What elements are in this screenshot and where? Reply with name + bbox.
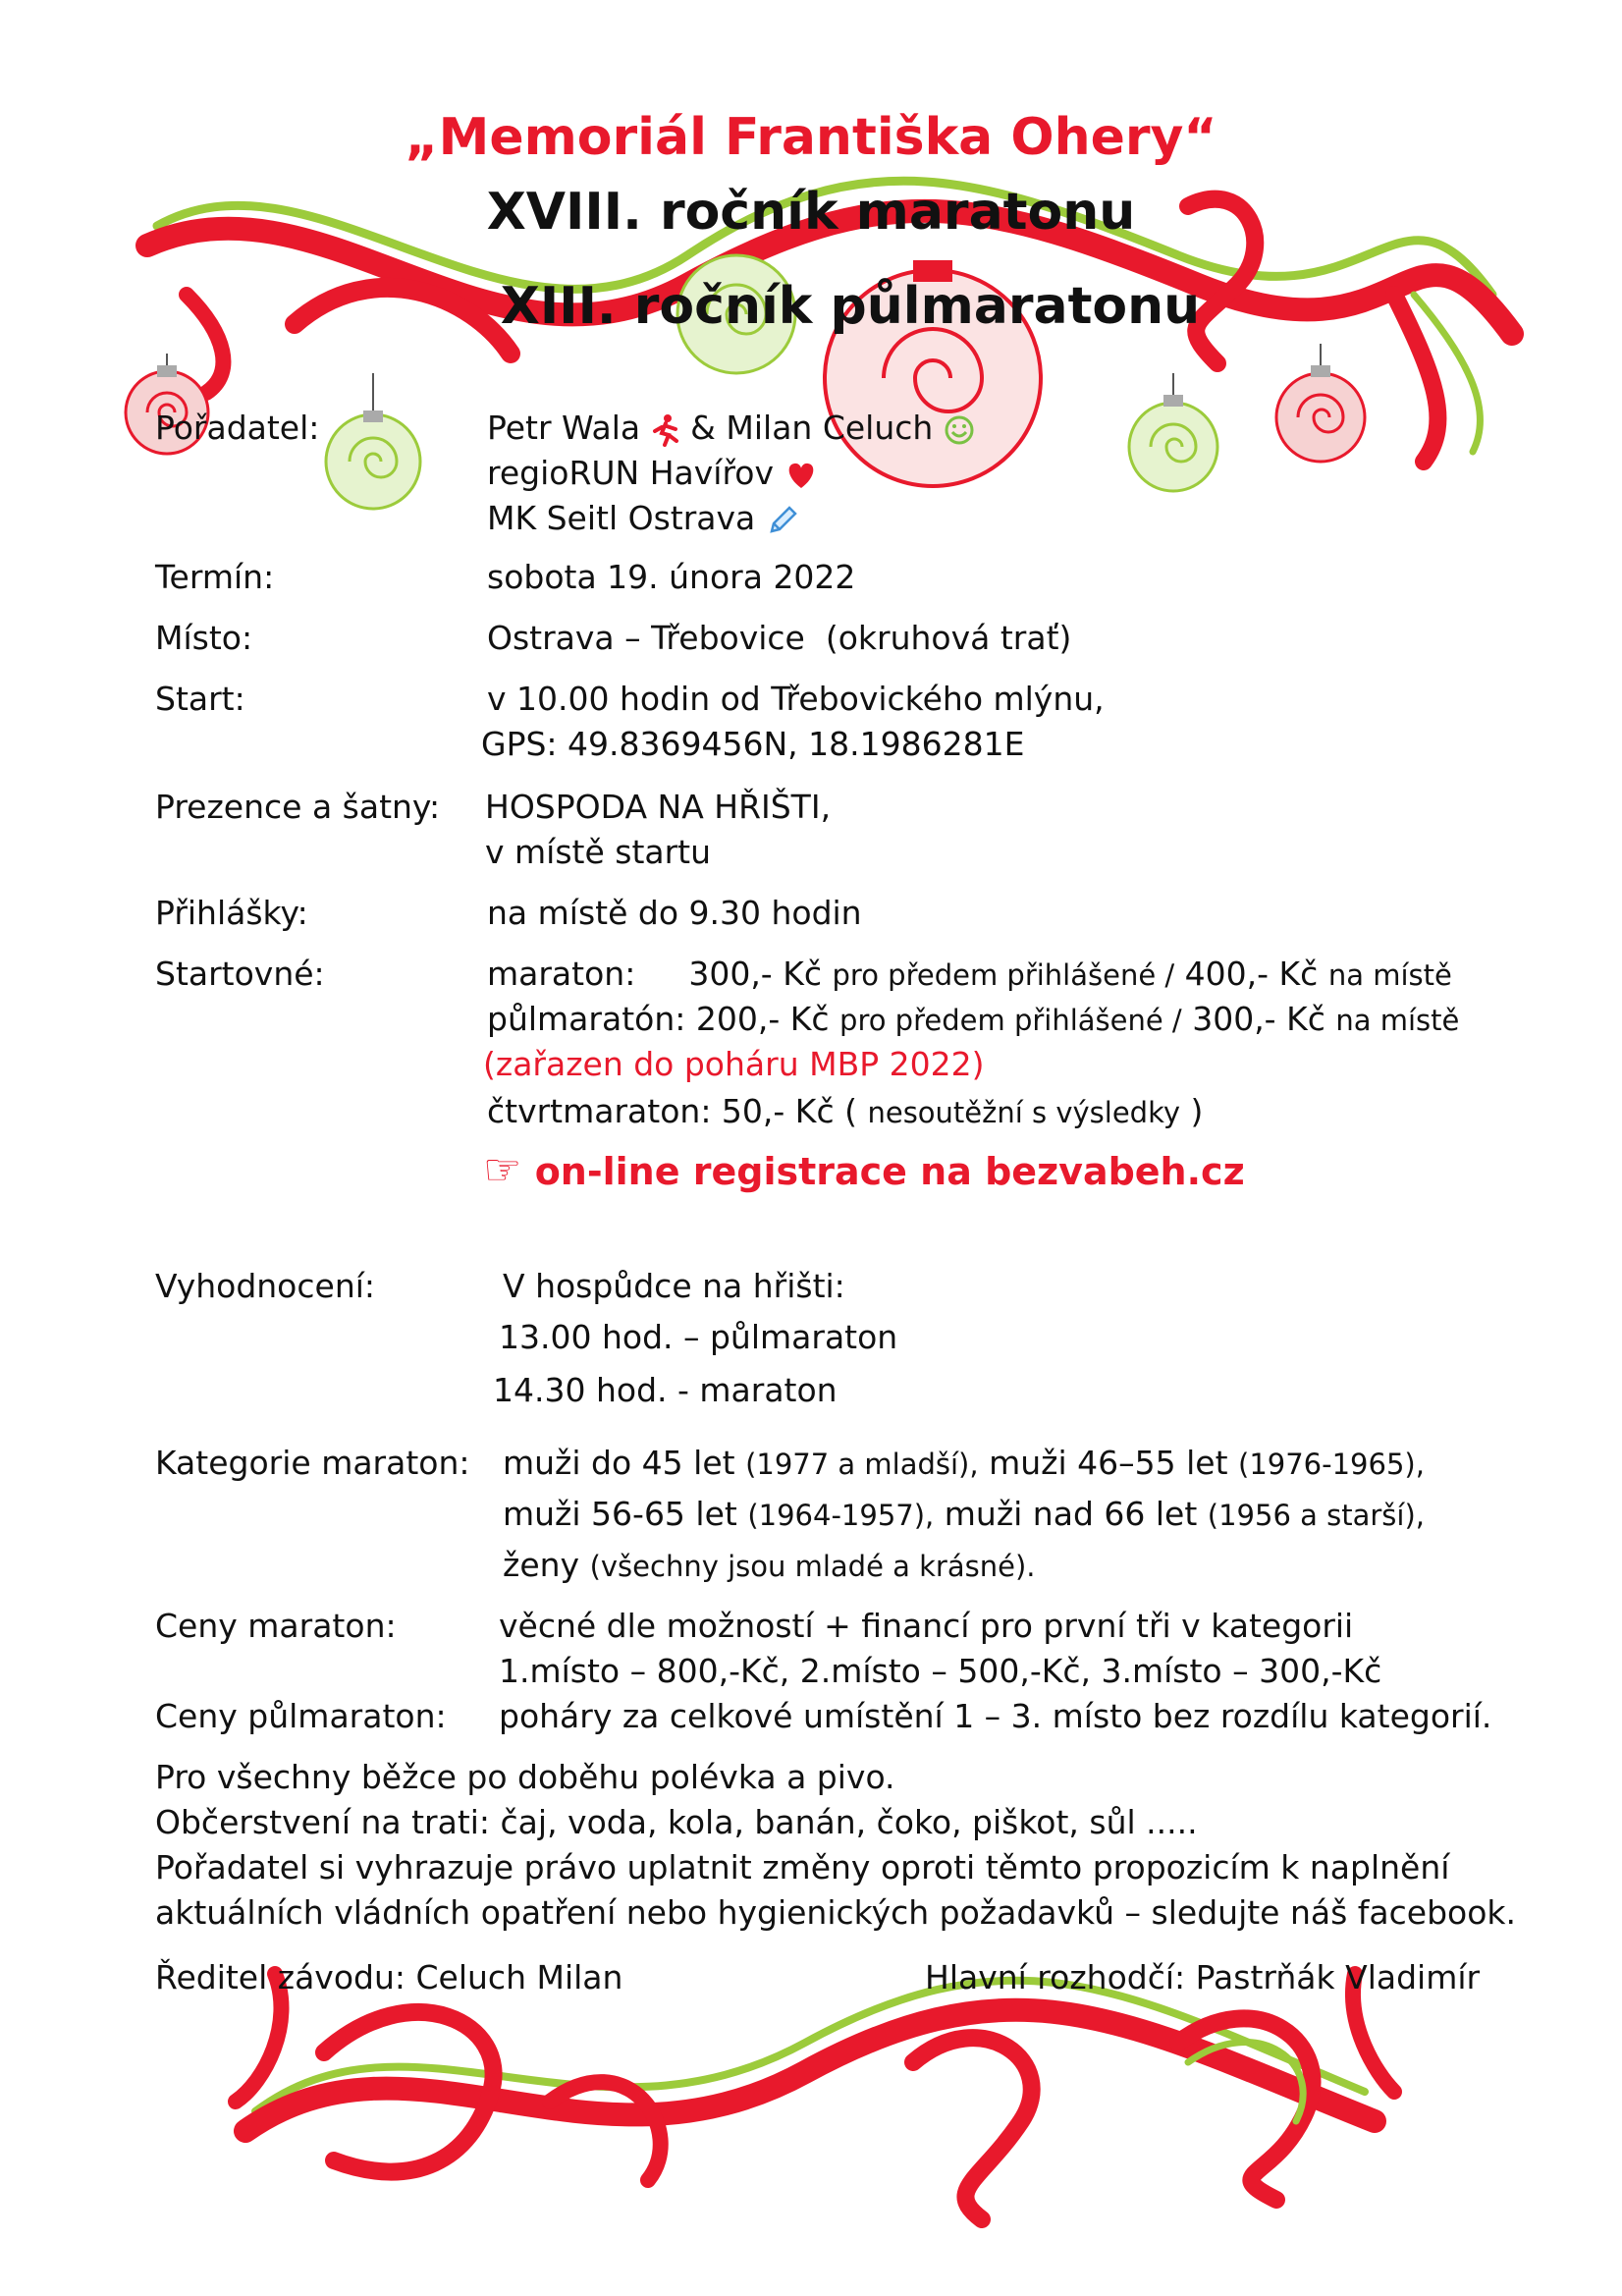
organizer-line2: [487, 454, 818, 493]
runner-icon: [651, 413, 680, 447]
category-men-56-65: muži 56-65 let: [503, 1495, 737, 1533]
category-men-under-45-years: (1977 a mladší),: [745, 1448, 979, 1481]
date-label: Termín:: [155, 558, 275, 596]
organizer-club2: MK Seitl Ostrava: [487, 499, 756, 537]
organizer-label: Pořadatel:: [155, 409, 320, 447]
prizes-line1: věcné dle možností + financí pro první tři v kategorii: [499, 1607, 1354, 1645]
organizer-club1: regioRUN Havířov: [487, 454, 775, 492]
prizes-label: Ceny maraton:: [155, 1607, 397, 1645]
fee-marathon-name: maraton:: [487, 955, 636, 993]
note-refreshments: Občerstvení na trati: čaj, voda, kola, banán, čoko, piškot, sůl .....: [155, 1803, 1198, 1841]
event-title: „Memoriál Františka Ohery“: [405, 108, 1217, 167]
smiley-icon: [944, 414, 975, 446]
race-director: Ředitel závodu: Celuch Milan: [155, 1958, 623, 1996]
fee-marathon: [487, 955, 1452, 995]
fee-quarter-close: ): [1190, 1092, 1204, 1130]
categories-line3: [503, 1546, 1035, 1586]
organizer-person1: Petr Wala: [487, 409, 641, 447]
half-marathon-edition: XIII. ročník půlmaratonu: [500, 277, 1201, 336]
presence-location: v místě startu: [485, 833, 712, 871]
place-value: Ostrava – Třebovice (okruhová trať): [487, 619, 1072, 657]
category-men-over-66-years: (1956 a starší),: [1207, 1499, 1425, 1532]
fee-half-onsite: 300,- Kč: [1192, 1000, 1325, 1038]
categories-line1: [503, 1444, 1425, 1484]
cup-note: (zařazen do poháru MBP 2022): [483, 1045, 985, 1083]
note-changes: Pořadatel si vyhrazuje právo uplatnit změny oproti těmto propozicím k naplnění: [155, 1848, 1450, 1886]
fee-label: Startovné:: [155, 955, 325, 993]
evaluation-venue: V hospůdce na hřišti:: [503, 1267, 845, 1305]
category-women-note: (všechny jsou mladé a krásné).: [589, 1550, 1036, 1583]
presence-venue: HOSPODA NA HŘIŠTI,: [485, 788, 832, 826]
evaluation-marathon-time: 14.30 hod. - maraton: [493, 1371, 838, 1409]
fee-half-note: pro předem přihlášené /: [839, 1004, 1182, 1037]
category-men-46-55-years: (1976-1965),: [1238, 1448, 1425, 1481]
category-men-56-65-years: (1964-1957),: [747, 1499, 935, 1532]
marathon-edition: XVIII. ročník maratonu: [486, 183, 1136, 242]
online-registration[interactable]: [483, 1147, 1245, 1195]
date-value: sobota 19. února 2022: [487, 558, 856, 596]
fee-quarter-price: čtvrtmaraton: 50,- Kč (: [487, 1092, 857, 1130]
note-soup: Pro všechny běžce po doběhu polévka a pivo.: [155, 1758, 895, 1796]
fee-marathon-onsite: 400,- Kč: [1184, 955, 1319, 993]
chief-referee: Hlavní rozhodčí: Pastrňák Vladimír: [925, 1958, 1481, 1996]
category-men-under-45: muži do 45 let: [503, 1444, 735, 1482]
online-registration-link[interactable]: on-line registrace na bezvabeh.cz: [534, 1150, 1245, 1193]
pencil-icon: [766, 504, 799, 537]
fee-marathon-note: pro předem přihlášené /: [832, 958, 1175, 992]
fee-marathon-onsite-note: na místě: [1327, 958, 1452, 992]
heart-icon: [784, 461, 818, 490]
start-time: v 10.00 hodin od Třebovického mlýnu,: [487, 680, 1105, 718]
half-prizes-label: Ceny půlmaraton:: [155, 1697, 447, 1735]
fee-quarter: [487, 1092, 1203, 1132]
category-men-46-55: muži 46–55 let: [989, 1444, 1228, 1482]
pointing-hand-icon: ☞: [483, 1145, 522, 1195]
category-men-over-66: muži nad 66 let: [944, 1495, 1198, 1533]
place-label: Místo:: [155, 619, 253, 657]
evaluation-half-time: 13.00 hod. – půlmaraton: [499, 1318, 898, 1356]
organizer-line1: [487, 409, 975, 448]
fee-marathon-preregistered: 300,- Kč: [688, 955, 822, 993]
start-gps: GPS: 49.8369456N, 18.1986281E: [481, 725, 1025, 763]
fee-half-preregistered: 200,- Kč: [695, 1000, 830, 1038]
registration-value: na místě do 9.30 hodin: [487, 894, 862, 932]
fee-half: [487, 1000, 1459, 1040]
half-prizes-value: poháry za celkové umístění 1 – 3. místo bez rozdílu kategorií.: [499, 1697, 1492, 1735]
registration-label: Přihlášky:: [155, 894, 308, 932]
presence-label: Prezence a šatny:: [155, 788, 441, 826]
fee-half-name: půlmaratón:: [487, 1000, 686, 1038]
categories-line2: [503, 1495, 1425, 1535]
fee-half-onsite-note: na místě: [1335, 1004, 1460, 1037]
prizes-line2: 1.místo – 800,-Kč, 2.místo – 500,-Kč, 3.místo – 300,-Kč: [499, 1652, 1382, 1690]
organizer-line3: [487, 499, 799, 538]
start-label: Start:: [155, 680, 245, 718]
evaluation-label: Vyhodnocení:: [155, 1267, 376, 1305]
note-regulations: aktuálních vládních opatření nebo hygienických požadavků – sledujte náš facebook.: [155, 1893, 1516, 1932]
categories-label: Kategorie maraton:: [155, 1444, 470, 1482]
category-women: ženy: [503, 1546, 580, 1584]
fee-quarter-note: nesoutěžní s výsledky: [867, 1096, 1181, 1129]
organizer-person2: & Milan Celuch: [690, 409, 934, 447]
